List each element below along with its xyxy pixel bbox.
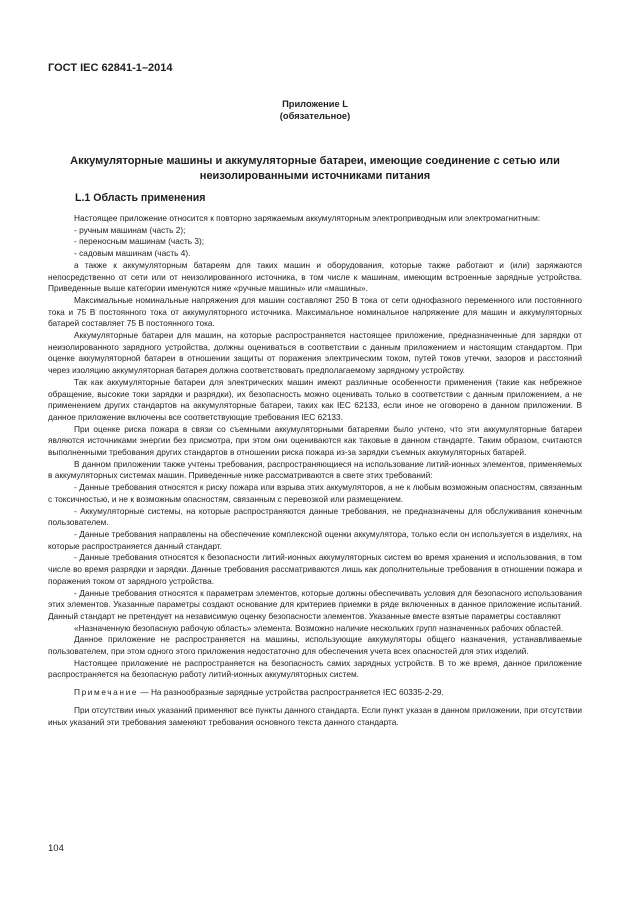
- paragraph: - Данные требования относятся к риску пожара или взрыва этих аккумуляторов, а не к любым возможным опасностям, связанным с токсичностью, и не к возможным опасностям, связанным с перевозкой или размещением.: [48, 482, 582, 504]
- paragraph: - Данные требования направлены на обеспечение комплексной оценки аккумулятора, только если он используется в изделиях, на которые распространяется данный стандарт.: [48, 528, 582, 551]
- note-label: Примечание: [74, 687, 139, 698]
- paragraph: Настоящее приложение относится к повторно заряжаемым аккумуляторным электроприводным или электромагнитным:: [74, 213, 541, 223]
- appendix-label: Приложение L: [282, 99, 348, 109]
- paragraph: В данном приложении также учтены требования, распространяющиеся на использование литий-ионных элементов, применяемых в аккумуляторных системах машин. Приведенные ниже рассматриваются в свете этих требований:: [48, 458, 582, 481]
- paragraph: - Данные требования относятся к безопасности литий-ионных аккумуляторных систем во время хранения и использования, в том числе во время разрядки и зарядки. Данные требования рассматриваются лишь как дополнительные требования в отношении пожара и поражения током от зарядного устройства.: [48, 552, 582, 586]
- paragraph: Настоящее приложение не распространяется на безопасность самих зарядных устройств. В то же время, данное приложение распространяется на безопасную работу литий-ионных аккумуляторных систем.: [48, 657, 582, 680]
- appendix-status: (обязательное): [279, 111, 351, 121]
- paragraph: а также к аккумуляторным батареям для таких машин и оборудования, которые также работают и (или) заряжаются непосредственно от сети или от неизолированного источника, в том числе к машинам, имеющим встроенные зарядные устройства. Приведенные выше категории именуются ниже «ручные машины» или «машины».: [48, 259, 582, 294]
- paragraph: Максимальные номинальные напряжения для машин составляют 250 В тока от сети однофазного переменного или постоянного тока и 75 В постоянного тока от аккумуляторного источника. Максимальное номинальное напряжение для машин и аккумуляторных батарей составляет 75 В постоянного тока.: [48, 294, 582, 329]
- list-item: - ручным машинам (часть 2);: [74, 224, 186, 235]
- page-number: 104: [48, 843, 64, 854]
- paragraph: Аккумуляторные батареи для машин, на которые распространяется настоящее приложение, предназначенные для зарядки от неизолированного зарядного устройства, должны оцениваться в соответствии с данным приложением и настоящим стандартом. При оценке аккумуляторной батареи в отношении защиты от поражения электрическим током, путей токов утечки, зазоров и расстояний через изоляцию аккумуляторная батарея должна соответствовать предполагаемому зарядному устройству.: [48, 330, 582, 376]
- document-body: [48, 213, 582, 728]
- standard-code: ГОСТ IEC 62841-1–2014: [48, 62, 173, 74]
- document-title: Аккумуляторные машины и аккумуляторные батареи, имеющие соединение с сетью или неизолированными источниками питания: [70, 155, 560, 182]
- note-text: — На разнообразные зарядные устройства распространяется IEC 60335-2-29.: [138, 687, 444, 698]
- list-item: - переносным машинам (часть 3);: [74, 236, 205, 247]
- note: [48, 687, 582, 699]
- paragraph: «Назначенную безопасную рабочую область» элемента. Возможно наличие нескольких групп назначенных рабочих областей.: [74, 622, 564, 633]
- paragraph: - Аккумуляторные системы, на которые распространяются данные требования, не предназначены для обслуживания конечным пользователем.: [48, 505, 582, 528]
- paragraph: При оценке риска пожара в связи со съемными аккумуляторными батареями было учтено, что эти аккумуляторные батареи являются источниками энергии без присмотра, при этом они оцениваются как таковые в данном стандарте. Таким образом, считаются выполненными требования других стандартов в отношении риска пожара из-за зарядки съемных аккумуляторных батарей.: [48, 423, 582, 458]
- appendix-heading: [48, 98, 582, 122]
- final-paragraph: При отсутствии иных указаний применяют все пункты данного стандарта. Если пункт указан в данном приложении, при отсутствии иных указаний эти требования заменяют требования основного текста данного стандарта.: [48, 704, 582, 727]
- paragraph: Данное приложение не распространяется на машины, использующие аккумуляторы общего назначения, устанавливаемые пользователем, при этом одного этого приложения недостаточно для обеспечения учета всех опасностей для этих изделий.: [48, 634, 582, 657]
- list-item: - садовым машинам (часть 4).: [74, 248, 191, 259]
- paragraph: - Данные требования относятся к параметрам элементов, которые должны обеспечивать условия для безопасного использования этих элементов. Указанные параметры создают основание для критериев приемки в ряде включенных в данное приложение испытаний. Данный стандарт не претендует на независимую оценку безопасности элементов. Указанные вместе взятые параметры составляют: [48, 587, 582, 621]
- paragraph: Так как аккумуляторные батареи для электрических машин имеют различные особенности применения (такие как небрежное обращение, высокие токи зарядки и разрядки), их безопасность можно оценивать только в соответствии с данным приложением, а не применением других стандартов на аккумуляторные батареи, таких как IEC 62133, если иное не оговорено в данном приложении. В данное приложение включены все соответствующие требования IEC 62133.: [48, 376, 582, 422]
- section-title: L.1 Область применения: [75, 192, 206, 204]
- paragraph-list: [48, 213, 582, 681]
